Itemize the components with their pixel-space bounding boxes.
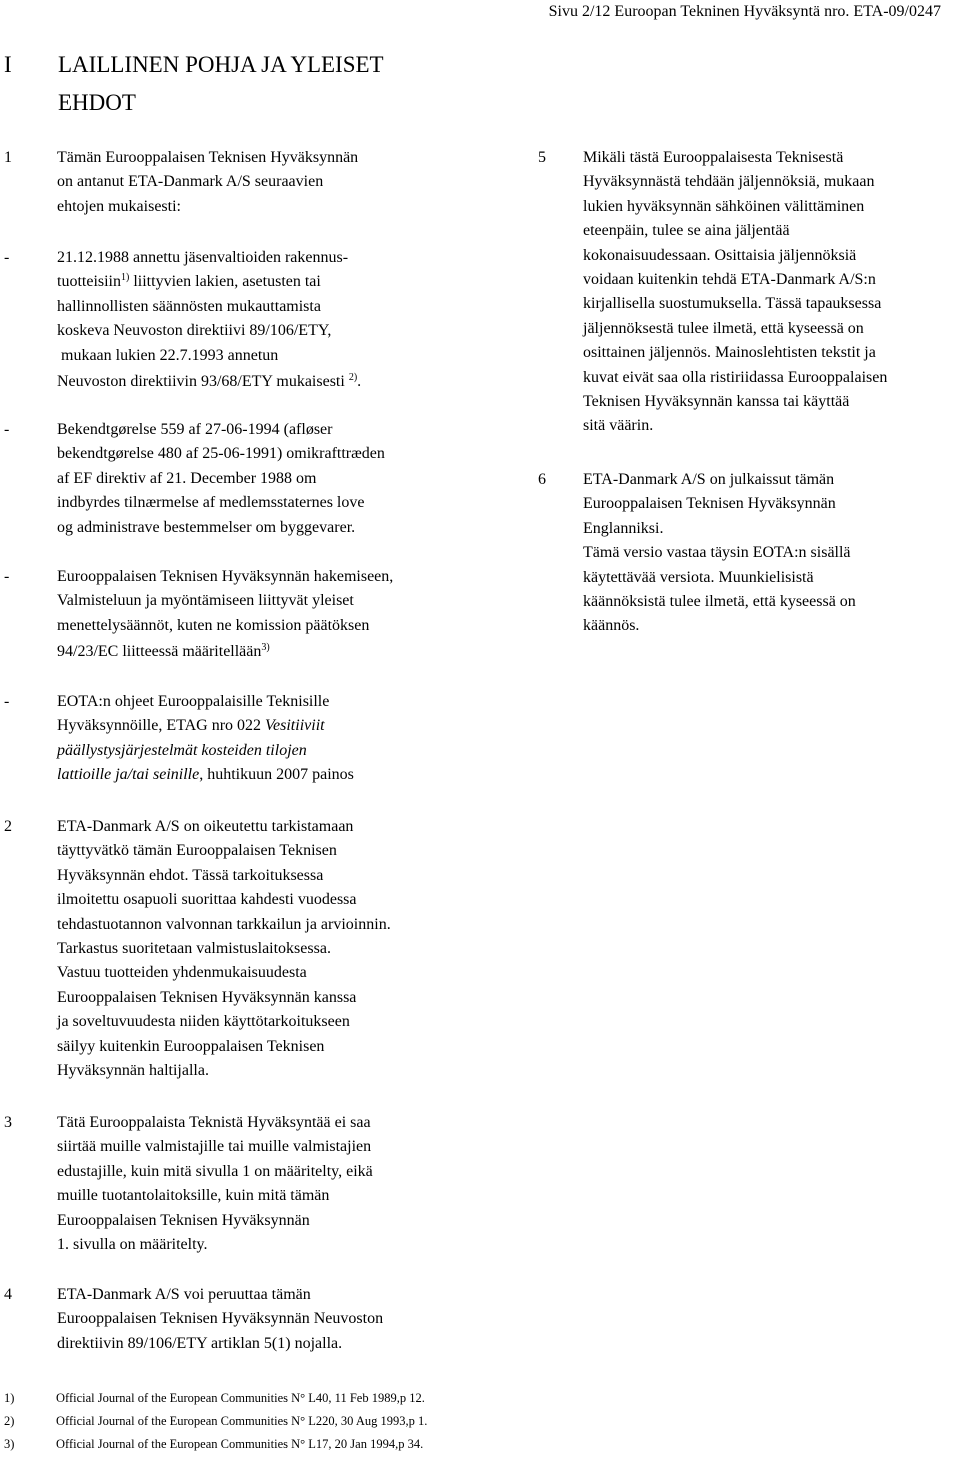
section-number: I	[4, 52, 12, 77]
bullet-text	[57, 690, 354, 788]
text-line: kuvat eivät saa olla ristiriidassa Eurooppalaisen	[583, 368, 888, 386]
section-title	[58, 46, 518, 122]
text-fragment: .	[357, 373, 362, 391]
text-line: Tämä versio vastaa täysin EOTA:n sisällä	[583, 544, 851, 562]
text-line	[57, 763, 354, 787]
text-line: tehdastuotannon valvonnan tarkkailun ja arvioinnin.	[57, 915, 391, 933]
text-line	[57, 370, 361, 394]
text-fragment: 94/23/EC liitteessä määritellään	[57, 643, 262, 661]
text-line: Englanniksi.	[583, 519, 664, 537]
text-line: EOTA:n ohjeet Eurooppalaisille Teknisille	[57, 693, 330, 710]
text-line: Bekendtgørelse 559 af 27-06-1994 (afløser	[57, 421, 333, 438]
bullet-text	[57, 246, 361, 394]
text-line: ja soveltuvuudesta niiden käyttötarkoitukseen	[57, 1013, 350, 1031]
text-line: jäljennöksestä tulee ilmetä, että kyseessä on	[583, 319, 864, 337]
bullet-text	[57, 565, 393, 665]
text-fragment: liittyvien lakien, asetusten tai	[133, 273, 321, 291]
bullet-dash: -	[4, 693, 10, 710]
text-line: voidaan kuitenkin tehdä ETA-Danmark A/S:n	[583, 271, 876, 289]
text-line: osittainen jäljennös. Mainoslehtisten tekstit ja	[583, 344, 876, 362]
text-line: af EF direktiv af 21. December 1988 om	[57, 469, 317, 487]
text-line: ETA-Danmark A/S on oikeutettu tarkistamaan	[57, 818, 354, 835]
text-line: Eurooppalaisen Teknisen Hyväksynnän	[57, 1211, 310, 1229]
text-fragment: päällystysjärjestelmät kosteiden tilojen	[57, 741, 307, 759]
text-line: menettelysäännöt, kuten ne komission päätöksen	[57, 616, 370, 634]
text-fragment: Vesitiiviit	[265, 717, 325, 735]
text-line: Teknisen Hyväksynnän kanssa tai käyttää	[583, 393, 850, 411]
text-line: kokonaisuudessaan. Osittaisia jäljennöksiä	[583, 246, 857, 264]
text-line: ehtojen mukaisesti:	[57, 197, 181, 215]
text-line: siirtää muille valmistajille tai muille valmistajien	[57, 1138, 372, 1156]
text-line: täyttyvätkö tämän Eurooppalaisen Teknisen	[57, 842, 337, 860]
text-line: eteenpäin, tulee se aina jäljentää	[583, 222, 790, 240]
text-line: kirjallisella suostumuksella. Tässä tapauksessa	[583, 295, 882, 313]
footnote-number: 1)	[4, 1391, 15, 1405]
item-text	[57, 815, 391, 1083]
text-line: muille tuotantolaitoksille, kuin mitä tämän	[57, 1187, 330, 1205]
item-text	[583, 146, 887, 439]
bullet-dash: -	[4, 249, 10, 266]
text-line: Tätä Eurooppalaista Teknistä Hyväksyntää ei saa	[57, 1114, 371, 1131]
footnote-1	[0, 1387, 960, 1409]
text-line: indbyrdes tilnærmelse af medlemsstaternes love	[57, 494, 365, 512]
text-line: hallinnollisten säännösten mukauttamista	[57, 297, 321, 315]
footnote-text: Official Journal of the European Communities N° L40, 11 Feb 1989,p 12.	[56, 1391, 425, 1405]
item-text	[57, 146, 358, 219]
text-line: 1. sivulla on määritelty.	[57, 1236, 208, 1254]
item-text	[583, 468, 856, 639]
item-number: 5	[538, 149, 546, 166]
footnote-ref: 1)	[121, 272, 130, 284]
footnote-ref: 2)	[348, 372, 358, 384]
text-line: Hyväksynnän haltijalla.	[57, 1062, 209, 1080]
item-text	[57, 1111, 373, 1257]
text-line: on antanut ETA-Danmark A/S seuraavien	[57, 173, 324, 191]
page-header: Sivu 2/12 Euroopan Tekninen Hyväksyntä nro. ETA-09/0247	[548, 3, 941, 20]
text-line: bekendtgørelse 480 af 25-06-1991) omikrafttræden	[57, 445, 385, 463]
footnote-number: 3)	[4, 1437, 15, 1451]
item-number: 6	[538, 471, 546, 488]
text-line: käännös.	[583, 617, 640, 635]
text-line: Valmisteluun ja myöntämiseen liittyvät yleiset	[57, 592, 354, 610]
item-number: 2	[4, 818, 12, 835]
text-line: ilmoitettu osapuoli suorittaa kahdesti vuodessa	[57, 891, 357, 909]
text-line: käännöksistä tulee ilmetä, että kyseessä on	[583, 593, 856, 611]
text-line: Eurooppalaisen Teknisen Hyväksynnän hakemiseen,	[57, 568, 394, 585]
text-line: Tämän Eurooppalaisen Teknisen Hyväksynnän	[57, 149, 359, 166]
text-line: ETA-Danmark A/S voi peruuttaa tämän	[57, 1286, 311, 1303]
item-number: 3	[4, 1114, 12, 1131]
text-line: Vastuu tuotteiden yhdenmukaisuudesta	[57, 964, 307, 982]
bullet-dash: -	[4, 421, 10, 438]
text-line	[57, 270, 361, 294]
text-fragment: Hyväksynnöille, ETAG nro 022	[57, 717, 266, 735]
text-fragment: Neuvoston direktiivin 93/68/ETY mukaisesti	[57, 373, 345, 391]
section-title-line: LAILLINEN POHJA JA YLEISET	[58, 52, 384, 77]
text-line: mukaan lukien 22.7.1993 annetun	[61, 346, 279, 364]
footnote-ref: 3)	[261, 642, 270, 654]
footnote-2	[0, 1410, 960, 1432]
text-line: 21.12.1988 annettu jäsenvaltioiden rakennus-	[57, 249, 349, 266]
text-line: direktiivin 89/106/ETY artiklan 5(1) nojalla.	[57, 1334, 343, 1352]
text-line	[57, 739, 354, 763]
text-line: og administrave bestemmelser om byggevarer.	[57, 518, 356, 536]
text-line: Eurooppalaisen Teknisen Hyväksynnän kanssa	[57, 988, 357, 1006]
item-number: 1	[4, 149, 12, 166]
text-line: Mikäli tästä Eurooppalaisesta Teknisestä	[583, 149, 844, 166]
footnote-number: 2)	[4, 1414, 15, 1428]
text-line: Hyväksynnän ehdot. Tässä tarkoituksessa	[57, 866, 324, 884]
footnote-3	[0, 1433, 960, 1455]
text-line	[57, 640, 393, 664]
text-line: ETA-Danmark A/S on julkaissut tämän	[583, 471, 835, 488]
text-fragment: tuotteisiin	[57, 273, 121, 291]
text-line: lukien hyväksynnän sähköinen välittäminen	[583, 197, 865, 215]
text-line: säilyy kuitenkin Eurooppalaisen Teknisen	[57, 1037, 325, 1055]
text-fragment: , huhtikuun 2007 painos	[199, 766, 354, 784]
item-number: 4	[4, 1286, 12, 1303]
text-line	[57, 714, 354, 738]
item-text	[57, 1283, 383, 1356]
text-line: koskeva Neuvoston direktiivi 89/106/ETY,	[57, 322, 332, 340]
text-line: Tarkastus suoritetaan valmistuslaitoksessa.	[57, 940, 331, 958]
text-line: Eurooppalaisen Teknisen Hyväksynnän Neuvoston	[57, 1310, 384, 1328]
footnote-text: Official Journal of the European Communities N° L220, 30 Aug 1993,p 1.	[56, 1414, 428, 1428]
text-line: Eurooppalaisen Teknisen Hyväksynnän	[583, 495, 836, 513]
bullet-dash: -	[4, 568, 10, 585]
bullet-text	[57, 418, 385, 540]
footnote-text: Official Journal of the European Communities N° L17, 20 Jan 1994,p 34.	[56, 1437, 424, 1451]
text-line: Hyväksynnästä tehdään jäljennöksiä, mukaan	[583, 173, 875, 191]
text-line: edustajille, kuin mitä sivulla 1 on määritelty, eikä	[57, 1162, 373, 1180]
section-title-line: EHDOT	[58, 90, 136, 115]
text-fragment: lattioille ja/tai seinille	[57, 766, 200, 784]
text-line: sitä väärin.	[583, 417, 654, 435]
text-line: käytettävää versiota. Muunkielisistä	[583, 568, 814, 586]
